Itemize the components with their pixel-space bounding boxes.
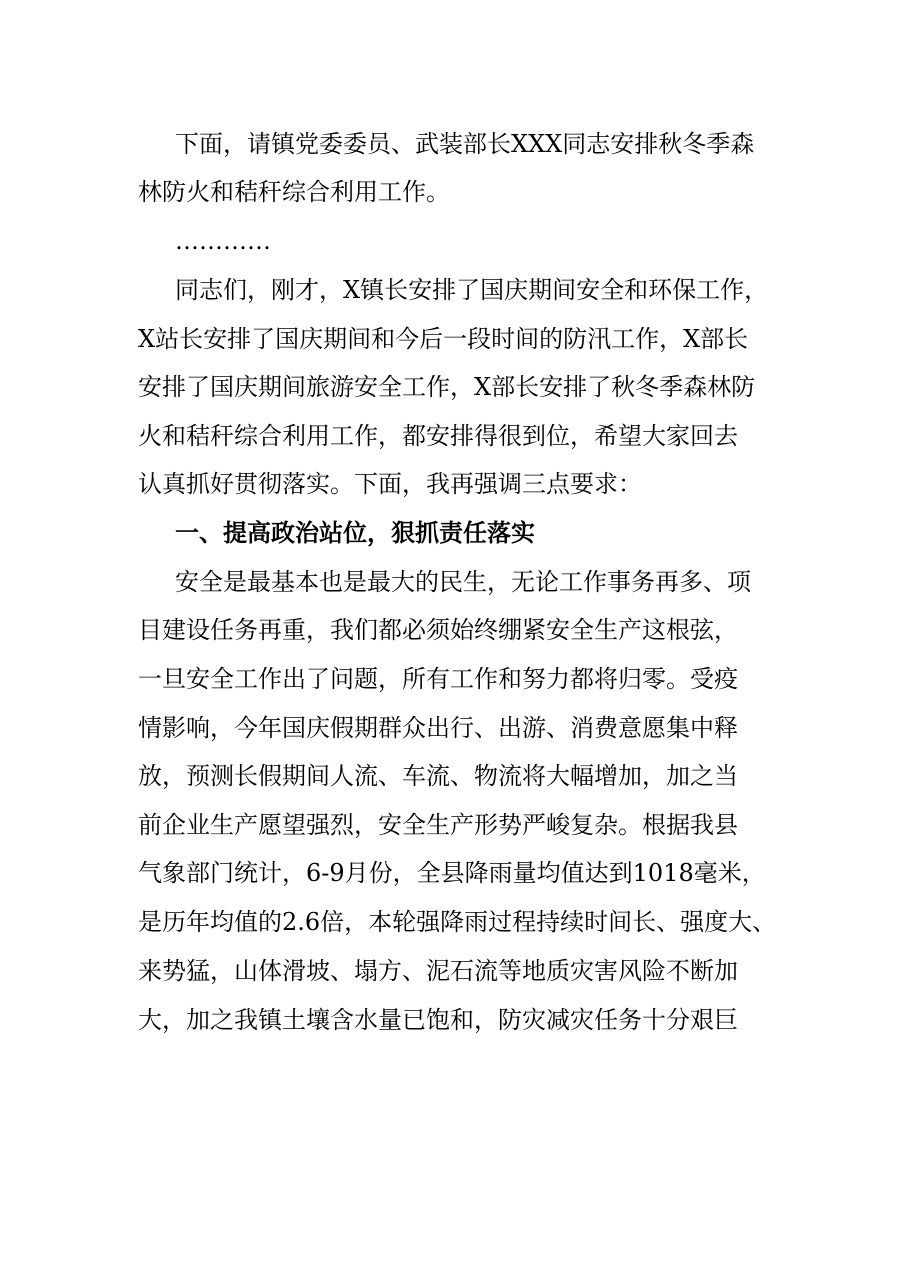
paragraph-line: 同志们，刚才，X镇长安排了国庆期间安全和环保工作， bbox=[175, 276, 769, 304]
paragraph-line: 气象部门统计，6-9月份，全县降雨量均值达到1018毫米， bbox=[138, 859, 766, 887]
paragraph-line: 安排了国庆期间旅游安全工作，X部长安排了秋冬季森林防 bbox=[138, 373, 756, 401]
paragraph-line: 安全是最基本也是最大的民生，无论工作事务再多、项 bbox=[175, 568, 751, 596]
paragraph-line: 下面，请镇党委委员、武装部长XXX同志安排秋冬季森 bbox=[175, 130, 755, 158]
paragraph-line: 林防火和秸秆综合利用工作。 bbox=[138, 178, 450, 206]
paragraph-line: X站长安排了国庆期间和今后一段时间的防汛工作，X部长 bbox=[138, 325, 749, 353]
paragraph-line: 是历年均值的2.6倍，本轮强降雨过程持续时间长、强度大、 bbox=[138, 908, 777, 936]
paragraph-line: 认真抓好贯彻落实。下面，我再强调三点要求： bbox=[138, 470, 642, 498]
paragraph-line: 前企业生产愿望强烈，安全生产形势严峻复杂。根据我县 bbox=[138, 811, 738, 839]
paragraph-line: 火和秸秆综合利用工作，都安排得很到位，希望大家回去 bbox=[138, 422, 738, 450]
paragraph-line: 情影响，今年国庆假期群众出行、出游、消费意愿集中释 bbox=[138, 714, 738, 742]
paragraph-line: 大，加之我镇土壤含水量已饱和，防灾减灾任务十分艰巨 bbox=[138, 1006, 738, 1034]
paragraph-line: 目建设任务再重，我们都必须始终绷紧安全生产这根弦， bbox=[138, 616, 738, 644]
paragraph-line: 来势猛，山体滑坡、塌方、泥石流等地质灾害风险不断加 bbox=[138, 957, 738, 985]
section-heading: 一、提高政治站位，狠抓责任落实 bbox=[175, 518, 535, 547]
ellipsis-line: ………… bbox=[175, 227, 271, 255]
paragraph-line: 一旦安全工作出了问题，所有工作和努力都将归零。受疫 bbox=[138, 665, 738, 693]
paragraph-line: 放，预测长假期间人流、车流、物流将大幅增加，加之当 bbox=[138, 762, 738, 790]
